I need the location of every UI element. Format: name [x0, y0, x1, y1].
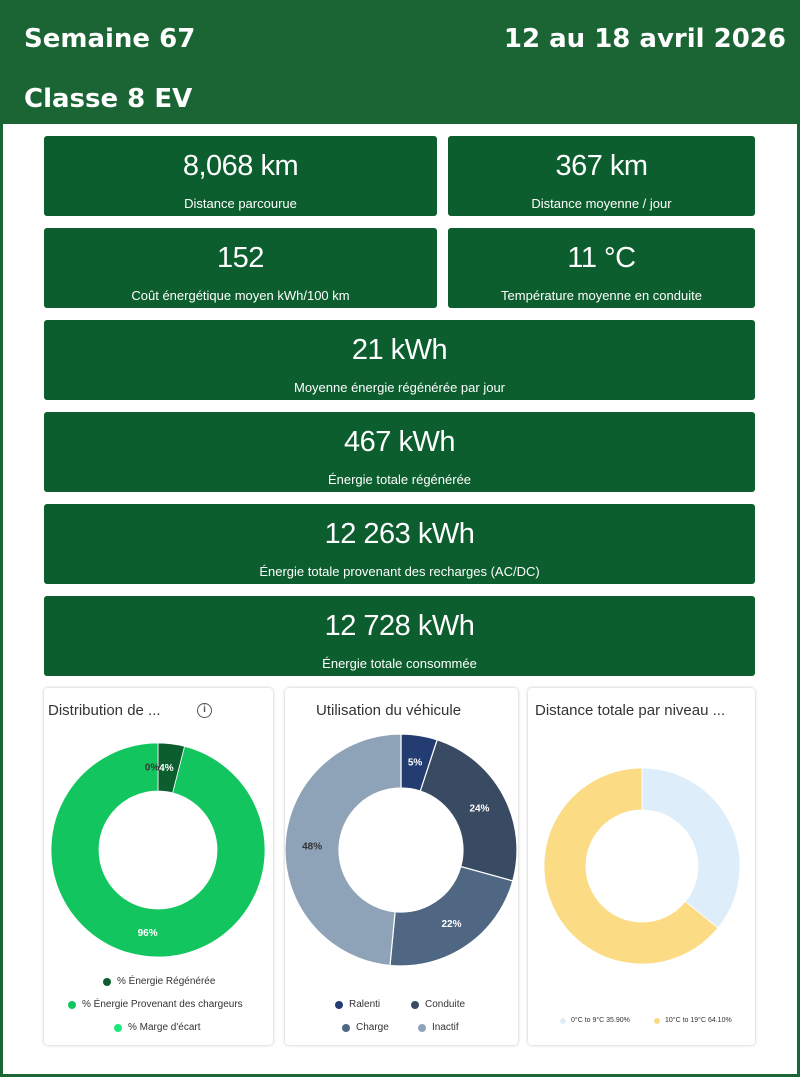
week-label: Semaine 67: [24, 24, 196, 54]
kpi-label: Énergie totale régénérée: [327, 472, 472, 487]
legend-item: Conduite: [411, 999, 465, 1010]
distance-by-temperature-card: [528, 688, 755, 1045]
legend-item: % Marge d'écart: [114, 1022, 201, 1033]
legend-swatch: [411, 1001, 419, 1009]
chart-title: Distribution de ...: [48, 702, 161, 719]
legend-swatch: [335, 1001, 343, 1009]
kpi-value: 8,068 km: [182, 150, 299, 182]
kpi-card-total-consumed: [44, 596, 755, 676]
legend-swatch: [418, 1024, 426, 1032]
kpi-value: 21 kWh: [351, 334, 448, 366]
kpi-label: Température moyenne en conduite: [501, 288, 702, 303]
kpi-label: Énergie totale consommée: [322, 656, 477, 671]
legend-swatch: [103, 978, 111, 986]
slice-data-label: 96%: [137, 927, 158, 939]
legend-item: 0°C to 9°C 35.90%: [560, 1017, 630, 1024]
chart-title: Utilisation du véhicule: [316, 702, 462, 719]
kpi-card-total-charging: [44, 504, 755, 584]
slice-data-label: 22%: [441, 918, 462, 930]
kpi-card-avg-distance: [448, 136, 755, 216]
kpi-label: Distance moyenne / jour: [531, 196, 672, 211]
distance-by-temperature-donut: [528, 688, 755, 1045]
kpi-card-total-regen: [44, 412, 755, 492]
legend-item: 10°C to 19°C 64.10%: [654, 1017, 732, 1024]
slice-data-label: 24%: [469, 803, 490, 815]
kpi-card-temperature: [448, 228, 755, 308]
slice-data-label: 48%: [302, 841, 323, 853]
donut-slice[interactable]: [642, 768, 740, 928]
legend-item: Ralenti: [335, 999, 380, 1010]
vehicle-usage-card: [285, 688, 518, 1045]
slice-data-label: 5%: [407, 757, 423, 769]
kpi-label: Distance parcourue: [184, 196, 297, 211]
kpi-card-energy-cost: [44, 228, 437, 308]
kpi-value: 467 kWh: [344, 426, 455, 458]
kpi-value: 12 263 kWh: [324, 518, 475, 550]
vehicle-usage-donut: [285, 688, 518, 1045]
kpi-value: 367 km: [555, 150, 648, 182]
kpi-label: Coût énergétique moyen kWh/100 km: [131, 288, 350, 303]
donut-slice[interactable]: [390, 867, 513, 966]
header-banner: [0, 0, 800, 124]
legend-swatch: [114, 1024, 122, 1032]
vehicle-class: Classe 8 EV: [24, 84, 193, 114]
kpi-label: Moyenne énergie régénérée par jour: [293, 380, 506, 395]
kpi-card-distance: [44, 136, 437, 216]
energy-distribution-donut: [44, 688, 273, 1045]
chart-title: Distance totale par niveau ...: [535, 702, 726, 719]
legend-item: % Énergie Régénérée: [103, 976, 215, 987]
legend-swatch: [560, 1018, 566, 1024]
kpi-value: 152: [217, 242, 264, 274]
info-icon[interactable]: i: [197, 703, 212, 718]
energy-distribution-card: [44, 688, 273, 1045]
kpi-label: Énergie totale provenant des recharges (AC/DC): [259, 564, 540, 579]
legend-swatch: [342, 1024, 350, 1032]
legend-swatch: [654, 1018, 660, 1024]
donut-slice[interactable]: [51, 743, 265, 957]
slice-data-label: 4%: [159, 763, 174, 775]
kpi-value: 11 °C: [567, 242, 636, 274]
legend-item: Charge: [342, 1022, 389, 1033]
legend-swatch: [68, 1001, 76, 1009]
slice-data-label: 0%: [144, 762, 160, 774]
kpi-card-avg-regen: [44, 320, 755, 400]
kpi-value: 12 728 kWh: [324, 610, 475, 642]
date-range: 12 au 18 avril 2026: [503, 24, 786, 54]
legend-item: % Énergie Provenant des chargeurs: [68, 999, 243, 1010]
legend-item: Inactif: [418, 1022, 459, 1033]
